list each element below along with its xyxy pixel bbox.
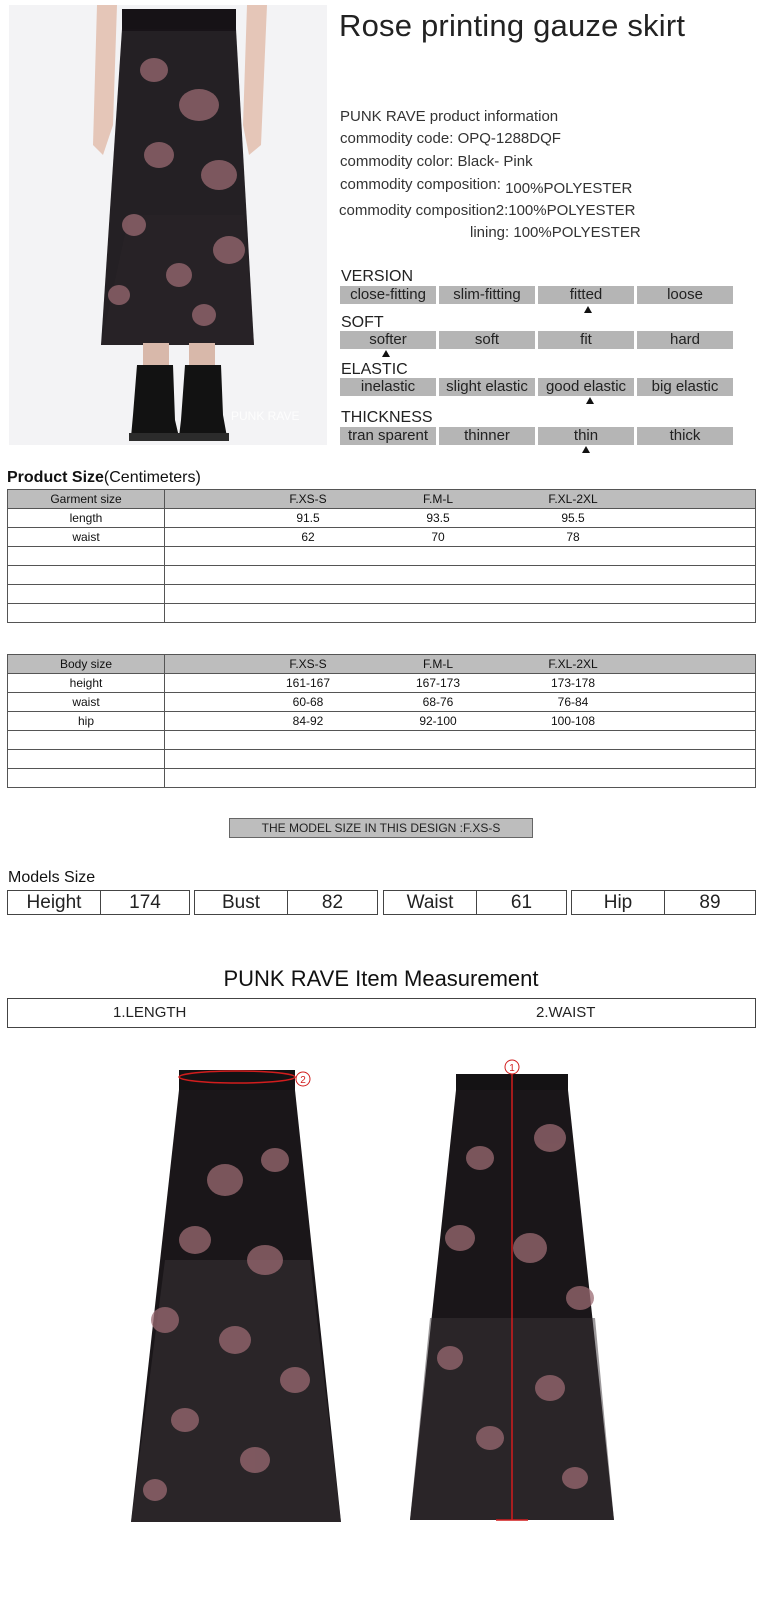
row-label: height: [8, 674, 165, 693]
thickness-option: thick: [637, 427, 733, 445]
cell-value: 78: [566, 530, 580, 544]
product-size-unit: (Centimeters): [103, 469, 201, 486]
version-title: VERSION: [341, 268, 414, 285]
elastic-selected-marker-icon: [586, 397, 594, 404]
size-header: F.M-L: [423, 657, 453, 671]
table-row: [8, 566, 756, 585]
row-label: length: [8, 509, 165, 528]
thickness-scale: [340, 427, 736, 445]
cell-value: 93.5: [426, 511, 450, 525]
product-size-title: [7, 469, 201, 487]
cell-value: 84-92: [292, 714, 324, 728]
garment-size-header: Garment size: [8, 490, 165, 509]
model-waist-box: [383, 890, 567, 915]
elastic-option: big elastic: [637, 378, 733, 396]
soft-option: soft: [439, 331, 535, 349]
model-hip-label: Hip: [572, 891, 665, 914]
measurement-legend: [7, 998, 756, 1028]
cell-value: 70: [431, 530, 445, 544]
info-lining-value: 100%POLYESTER: [513, 224, 641, 241]
model-photo-illustration: [9, 5, 327, 445]
version-option: close-fitting: [340, 286, 436, 304]
cell-value: 173-178: [550, 676, 596, 690]
soft-option: hard: [637, 331, 733, 349]
info-lining-label: lining:: [470, 224, 510, 241]
info-code: [340, 130, 561, 147]
version-option: slim-fitting: [439, 286, 535, 304]
garment-size-table: [7, 489, 756, 623]
info-color-label: commodity color:: [340, 153, 454, 170]
size-header: F.M-L: [423, 492, 453, 506]
length-marker-number: 1: [509, 1063, 515, 1074]
cell-value: 100-108: [550, 714, 596, 728]
cell-value: 95.5: [561, 511, 585, 525]
info-code-value: OPQ-1288DQF: [457, 130, 561, 147]
version-option: loose: [637, 286, 733, 304]
info-composition2-value: 100%POLYESTER: [508, 202, 636, 219]
table-row: [8, 712, 756, 731]
model-size-note: THE MODEL SIZE IN THIS DESIGN :F.XS-S: [229, 818, 533, 838]
table-row: [8, 490, 756, 509]
info-lining: [470, 224, 641, 241]
model-hip-value: 89: [699, 892, 721, 913]
table-row: [8, 528, 756, 547]
row-label: hip: [8, 712, 165, 731]
row-label: waist: [8, 528, 165, 547]
info-code-label: commodity code:: [340, 130, 454, 147]
waist-legend: 2.WAIST: [536, 1004, 596, 1021]
version-selected-marker-icon: [584, 306, 592, 313]
product-size-heading: Product Size: [7, 469, 104, 486]
table-row: [8, 509, 756, 528]
elastic-option: good elastic: [538, 378, 634, 396]
info-composition-value: 100%POLYESTER: [505, 180, 633, 197]
table-row: [8, 693, 756, 712]
cell-value: 92-100: [419, 714, 457, 728]
soft-scale: [340, 331, 736, 349]
measurement-title: PUNK RAVE Item Measurement: [223, 966, 539, 991]
body-size-table: [7, 654, 756, 788]
product-photo: [9, 5, 327, 445]
version-option: fitted: [538, 286, 634, 304]
model-hip-box: [571, 890, 756, 915]
model-bust-value: 82: [321, 892, 344, 913]
table-row: [8, 769, 756, 788]
cell-value: 76-84: [557, 695, 589, 709]
info-color: [340, 153, 533, 170]
size-header: F.XS-S: [289, 657, 327, 671]
row-label: waist: [8, 693, 165, 712]
model-waist-value: 61: [510, 892, 533, 913]
elastic-option: slight elastic: [439, 378, 535, 396]
model-bust-label: Bust: [195, 891, 288, 914]
thickness-selected-marker-icon: [582, 446, 590, 453]
body-size-header: Body size: [8, 655, 165, 674]
cell-value: 60-68: [292, 695, 324, 709]
model-height-box: [7, 890, 190, 915]
models-size-title: Models Size: [8, 869, 96, 886]
table-row: [8, 547, 756, 566]
size-header: F.XS-S: [289, 492, 327, 506]
size-columns: [165, 490, 756, 509]
cell-value: 161-167: [285, 676, 331, 690]
model-height-value: 174: [129, 892, 161, 913]
model-waist-label: Waist: [384, 891, 477, 914]
table-row: [8, 655, 756, 674]
table-row: [8, 604, 756, 623]
info-composition2-label: commodity composition2:: [339, 202, 509, 219]
soft-option: softer: [340, 331, 436, 349]
cell-value: 91.5: [296, 511, 320, 525]
elastic-scale: [340, 378, 736, 396]
model-bust-box: [194, 890, 378, 915]
skirt-back-illustration: [400, 1058, 630, 1530]
thickness-option: thinner: [439, 427, 535, 445]
table-row: [8, 585, 756, 604]
soft-option: fit: [538, 331, 634, 349]
info-heading: PUNK RAVE product information: [340, 108, 559, 125]
table-row: [8, 731, 756, 750]
thickness-option: thin: [538, 427, 634, 445]
waist-marker-number: 2: [300, 1075, 306, 1086]
table-row: [8, 750, 756, 769]
photo-watermark: PUNK RAVE: [231, 409, 300, 423]
size-header: F.XL-2XL: [548, 657, 598, 671]
product-title: Rose printing gauze skirt: [339, 8, 686, 43]
elastic-title: ELASTIC: [341, 361, 408, 378]
info-composition: [340, 176, 633, 197]
elastic-option: inelastic: [340, 378, 436, 396]
info-color-value: Black- Pink: [457, 153, 533, 170]
thickness-option: tran sparent: [340, 427, 436, 445]
cell-value: 68-76: [422, 695, 454, 709]
info-composition2: [339, 202, 636, 219]
info-composition-label: commodity composition:: [340, 176, 501, 193]
cell-value: 62: [301, 530, 315, 544]
skirt-front-illustration: [125, 1060, 355, 1530]
table-row: [8, 674, 756, 693]
soft-selected-marker-icon: [382, 350, 390, 357]
model-height-label: Height: [8, 891, 101, 914]
soft-title: SOFT: [341, 314, 384, 331]
version-scale: [340, 286, 736, 304]
thickness-title: THICKNESS: [341, 409, 433, 426]
size-header: F.XL-2XL: [548, 492, 598, 506]
cell-value: 167-173: [415, 676, 461, 690]
length-legend: 1.LENGTH: [113, 1004, 187, 1021]
